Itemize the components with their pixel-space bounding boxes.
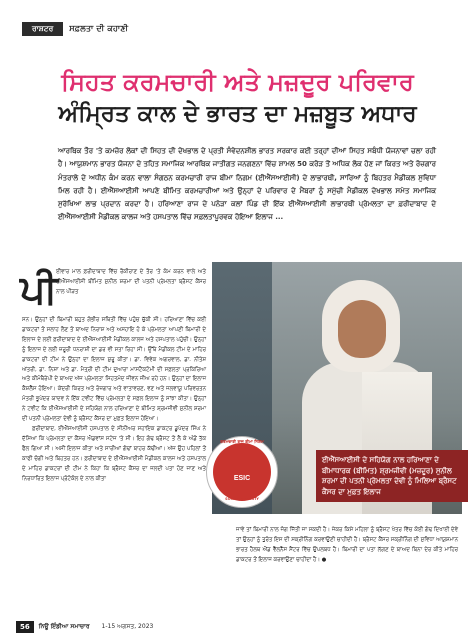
magazine-name: ਨਿਊ ਇੰਡੀਆ ਸਮਾਚਾਰ — [38, 623, 90, 630]
section-tag — [22, 22, 128, 36]
right-column-text: ਜਾਵੇ ਤਾਂ ਬਿਮਾਰੀ ਨਾਲ ਜੰਗ ਜਿੱਤੀ ਜਾ ਸਕਦੀ ਹੈ। ਜੇਕਰ ਕਿਸੇ ਮਹਿਲਾ ਨੂੰ ਬ੍ਰੈਸਟ ਖੇਤਰ ਵਿੱਚ ਕੋਈ ਗੰਢ ਦਿਖਾਈ ਦੇਵੇ ਤਾਂ ਉਨ੍ਹਾਂ ਨੂੰ ਤੁਰੰਤ ਇਸ ਦੀ ਸਕ੍ਰੀਨਿੰਗ ਕਰਵਾਉਣੀ ਚਾਹੀਦੀ ਹੈ। ਬ੍ਰੈਸਟ ਕੈਂਸਰ ਸਕ੍ਰੀਨਿੰਗ ਦੀ ਸੁਵਿਧਾ ਆਯੁਸ਼ਮਾਨ ਭਾਰਤ ਹੈਲਥ ਐਂਡ ਵੈੱਲਨੈੱਸ ਸੈਂਟਰ ਵਿੱਚ ਉਪਲਬਧ ਹੈ। ਬਿਮਾਰੀ ਦਾ ਪਤਾ ਲੱਗਣ ਦੇ ਬਾਅਦ ਬਿਨਾ ਦੇਰ ਕੀਤੇ ਮਾਹਿਰ ਡਾਕਟਰ ਤੋਂ ਇਲਾਜ ਕਰਵਾਉਣਾ ਚਾਹੀਦਾ ਹੈ। ● — [236, 527, 458, 563]
page-footer — [16, 621, 153, 633]
left-column — [22, 316, 206, 484]
photo-caption: ਈਐੱਸਆਈਸੀ ਦੇ ਸਹਿਯੋਗ ਨਾਲ ਹਰਿਆਣਾ ਦੇ ਬੀਮਾਧਾਰਕ (ਬੀਮਿਤ) ਸ਼੍ਰਮਜੀਵੀ (ਮਜ਼ਦੂਰ) ਸੁਨੀਲ ਸ਼ਰਮਾ ਦੀ ਪਤਨੀ ਪ੍ਰੇਮਲਤਾ ਦੇਵੀ ਨੂੰ ਮਿਲਿਆ ਬ੍ਰੈਸਟ ਕੈਂਸਰ ਦਾ ਮੁਫ਼ਤ ਇਲਾਜ — [316, 450, 468, 502]
drop-cap: ਪੀ — [20, 266, 58, 313]
body-paragraph-1: ਸਨ। ਉਨ੍ਹਾਂ ਦੀ ਬਿਮਾਰੀ ਬਹੁਤ ਗੰਭੀਰ ਸਥਿਤੀ ਵਿੱਚ ਪਹੁੰਚ ਚੁੱਕੀ ਸੀ। ਹਰਿਆਣਾ ਵਿੱਚ ਕਈ ਡਾਕਟਰਾਂ ਤੋਂ ਸਲਾਹ ਲੈਣ ਤੋਂ ਬਾਅਦ ਨਿਰਾਸ਼ ਅਤੇ ਅਸਹਾਇ ਹੋ ਕੇ ਪ੍ਰੇਮਲਤਾ ਆਪਣੀ ਬਿਮਾਰੀ ਦੇ ਇਲਾਜ ਦੇ ਲਈ ਫ਼ਰੀਦਾਬਾਦ ਦੇ ਈਐੱਸਆਈਸੀ ਮੈਡੀਕਲ ਕਾਲਜ ਅਤੇ ਹਸਪਤਾਲ ਪਹੁੰਚੀ। ਉਨ੍ਹਾਂ ਨੂੰ ਇਲਾਜ ਦੇ ਲਈ ਜ਼ਰੂਰੀ ਧਨਰਾਸ਼ੀ ਦਾ ਡਰ ਵੀ ਸਤਾ ਰਿਹਾ ਸੀ। ਉੱਥੇ ਮੈਡੀਕਲ ਟੀਮ ਦੇ ਮਾਹਿਰ ਡਾਕਟਰਾਂ ਦੀ ਟੀਮ ਨੇ ਉਨ੍ਹਾਂ ਦਾ ਇਲਾਜ ਸ਼ੁਰੂ ਕੀਤਾ। ਡਾ. ਵਿਵੇਕ ਅਗਰਵਾਲ, ਡਾ. ਨੀਤੇਸ਼ ਅੱਤਰੀ, ਡਾ. ਨਿਸ਼ਾ ਅਤੇ ਡਾ. ਮੈਤ੍ਰੀ ਦੀ ਟੀਮ ਦੁਆਰਾ ਮਾਸਟੈਕਟੋਮੀ ਦੀ ਸਫ਼ਲਤਾ ਪ੍ਰਕਿਰਿਆ ਅਤੇ ਕੀਮੋਥੈਰੇਪੀ ਦੇ ਬਾਅਦ ਅੱਜ ਪ੍ਰੇਮਲਤਾ ਸਿਹਤਮੰਦ ਜੀਵਨ ਜੀਅ ਰਹੇ ਹਨ। ਉਨ੍ਹਾਂ ਦਾ ਇਲਾਜ ਕੈਸ਼ਲੈੱਸ ਹੋਇਆ। ਕੇਂਦਰੀ ਕਿਰਤ ਅਤੇ ਰੋਜ਼ਗਾਰ ਅਤੇ ਵਾਤਾਵਰਣ, ਵਣ ਅਤੇ ਜਲਵਾਯੂ ਪਰਿਵਰਤਨ ਮੰਤਰੀ ਭੂਪੇਂਦਰ ਯਾਦਵ ਨੇ ਇੱਕ ਟਵੀਟ ਵਿੱਚ ਪ੍ਰੇਮਲਤਾ ਦੇ ਸਫ਼ਲ ਇਲਾਜ ਨੂੰ ਸਾਂਝਾ ਕੀਤਾ। ਉਨ੍ਹਾਂ ਨੇ ਟਵੀਟ ਕਿ ਈਐੱਸਆਈਸੀ ਦੇ ਸਹਿਯੋਗ ਨਾਲ ਹਰਿਆਣਾ ਦੇ ਬੀਮਿਤ ਸ਼੍ਰਮਜੀਵੀ ਸੁਨੀਲ ਸ਼ਰਮਾ ਦੀ ਪਤਨੀ ਪ੍ਰੇਮਲਤਾ ਦੇਵੀ ਨੂੰ ਬ੍ਰੈਸਟ ਕੈਂਸਰ ਦਾ ਮੁਫ਼ਤ ਇਲਾਜ ਹੋਇਆ। — [22, 317, 206, 423]
page-number: 56 — [16, 621, 34, 633]
logo-ring-text: ਕਰਮਚਾਰੀ ਰਾਜ ਬੀਮਾ ਨਿਗਮ — [220, 439, 264, 444]
logo-tagline: SOCIAL SECURITY — [225, 497, 259, 501]
section-sub-label: ਸਫ਼ਲਤਾ ਦੀ ਕਹਾਣੀ — [69, 24, 129, 33]
headline-line-2: ਅੰਮ੍ਰਿਤ ਕਾਲ ਦੇ ਭਾਰਤ ਦਾ ਮਜ਼ਬੂਤ ਅਧਾਰ — [58, 100, 417, 127]
section-label: ਰਾਸ਼ਟਰ — [22, 22, 63, 36]
intro-paragraph: ਆਰਥਿਕ ਤੌਰ 'ਤੇ ਕਮਜ਼ੋਰ ਲੋਕਾਂ ਦੀ ਸਿਹਤ ਦੀ ਦੇਖਭਾਲ ਦੇ ਪ੍ਰਤੀ ਸੰਵੇਦਨਸ਼ੀਲ ਭਾਰਤ ਸਰਕਾਰ ਕਈ ਤਰ੍ਹਾਂ ਦੀਆਂ ਸਿਹਤ ਸਬੰਧੀ ਯੋਜਨਾਵਾਂ ਚਲਾ ਰਹੀ ਹੈ। ਆਯੁਸ਼ਮਾਨ ਭਾਰਤ ਯੋਜਨਾ ਦੇ ਤਹਿਤ ਸਮਾਜਿਕ ਆਰਥਿਕ ਜਾਤੀਗਤ ਜਨਗਣਨਾ ਵਿੱਚ ਸ਼ਾਮਲ 50 ਕਰੋੜ ਤੋਂ ਅਧਿਕ ਲੋਕ ਹੋਣ ਜਾਂ ਕਿਰਤ ਅਤੇ ਰੋਜ਼ਗਾਰ ਮੰਤਰਾਲੇ ਦੇ ਅਧੀਨ ਕੰਮ ਕਰਨ ਵਾਲਾ ਸੰਗਠਨ ਕਰਮਚਾਰੀ ਰਾਜ ਬੀਮਾ ਨਿਗਮ (ਈਐੱਸਆਈਸੀ) ਦੇ ਲਾਭਾਰਥੀ, ਸਾਰਿਆਂ ਨੂੰ ਬਿਹਤਰ ਮੈਡੀਕਲ ਸੁਵਿਧਾ ਮਿਲ ਰਹੀ ਹੈ। ਈਐੱਸਆਈਸੀ ਆਪਣੇ ਬੀਮਿਤ ਕਰਮਚਾਰੀਆਂ ਅਤੇ ਉਨ੍ਹਾਂ ਦੇ ਪਰਿਵਾਰ ਦੇ ਮੈਂਬਰਾਂ ਨੂੰ ਸਮੁੱਚੀ ਮੈਡੀਕਲ ਦੇਖਭਾਲ ਸਮੇਤ ਸਮਾਜਿਕ ਸੁਰੱਖਿਆ ਲਾਭ ਪ੍ਰਦਾਨ ਕਰਦਾ ਹੈ। ਹਰਿਆਣਾ ਰਾਜ ਦੇ ਪਨੇੜਾ ਕਲਾਂ ਪਿੰਡ ਦੀ ਇੱਕ ਈਐੱਸਆਈਸੀ ਲਾਭਾਰਥੀ ਪ੍ਰੇਮਲਤਾ ਦਾ ਫ਼ਰੀਦਾਬਾਦ ਦੇ ਈਐੱਸਆਈਸੀ ਮੈਡੀਕਲ ਕਾਲਜ ਅਤੇ ਹਸਪਤਾਲ ਵਿੱਚ ਸਫ਼ਲਤਾਪੂਰਵਕ ਹੋਇਆ ਇਲਾਜ ... — [58, 147, 436, 222]
body-lead-text: ਈਵਾਰ ਮਾਲ ਫ਼ਰੀਦਾਬਾਦ ਵਿੱਚ ਰੌਕੀਰਾਣ ਦੇ ਤੌਰ 'ਤੇ ਕੰਮ ਕਰਨ ਵਾਲੇ ਅਤੇ ਈਐੱਸਆਈਸੀ ਬੀਮਿਤ ਸੁਨੀਲ ਸ਼ਰਮਾ ਦੀ ਪਤਨੀ ਪ੍ਰੇਮਲਤਾ ਬ੍ਰੈਸਟ ਕੈਂਸਰ ਨਾਲ ਪੀੜਤ — [56, 269, 206, 295]
body-paragraph-2: ਫ਼ਰੀਦਾਬਾਦ, ਈਐੱਸਆਈਸੀ ਹਸਪਤਾਲ ਦੇ ਸੀਨੀਅਰ ਸਹਾਇਕ ਡਾਕਟਰ ਡੂਪੇਂਦਰ ਸਿੰਘ ਨੇ ਦੱਸਿਆ ਕਿ ਪ੍ਰੇਮਲਤਾ ਦਾ ਕੈਂਸਰ ਐਡਵਾਂਸ ਸਟੇਜ 'ਤੇ ਸੀ। ਇਹ ਗੰਢ ਬ੍ਰੈਸਟ ਤੋਂ ਲੈ ਕੇ ਅੰਡੋਂ ਤੱਕ ਫੈਲ ਗਿਆ ਸੀ। ਅਸੀਂ ਇਲਾਜ ਕੀਤਾ ਅਤੇ ਸਾਰੀਆਂ ਗੰਢਾਂ ਬਾਹਰ ਕੱਢੀਆਂ। ਅੱਜ ਉਹ ਪਹਿਲਾਂ ਤੋਂ ਕਾਫੀ ਚੰਗੀ ਅਤੇ ਬਿਹਤਰ ਹਨ। ਫ਼ਰੀਦਾਬਾਦ ਦੇ ਈਐੱਸਆਈਸੀ ਮੈਡੀਕਲ ਕਾਲਜ ਅਤੇ ਹਸਪਤਾਲ ਦੇ ਮਾਹਿਰ ਡਾਕਟਰਾਂ ਦੀ ਟੀਮ ਨੇ ਕਿਹਾ ਕਿ ਬ੍ਰੈਸਟ ਕੈਂਸਰ ਦਾ ਜਲਦੀ ਪਤਾ ਹੋਣ ਜਾਣ ਅਤੇ ਨਿਰਧਾਰਿਤ ਇਲਾਜ ਪ੍ਰੋਟੋਕੋਲ ਦੇ ਨਾਲ ਕੀਤਾ — [22, 425, 206, 482]
headline-line-1: ਸਿਹਤ ਕਰਮਚਾਰੀ ਅਤੇ ਮਜ਼ਦੂਰ ਪਰਿਵਾਰ — [61, 67, 414, 96]
logo-name: ESIC — [233, 475, 251, 482]
esic-logo — [206, 436, 278, 508]
issue-date: 1-15 ਅਗਸਤ, 2023 — [101, 623, 154, 630]
